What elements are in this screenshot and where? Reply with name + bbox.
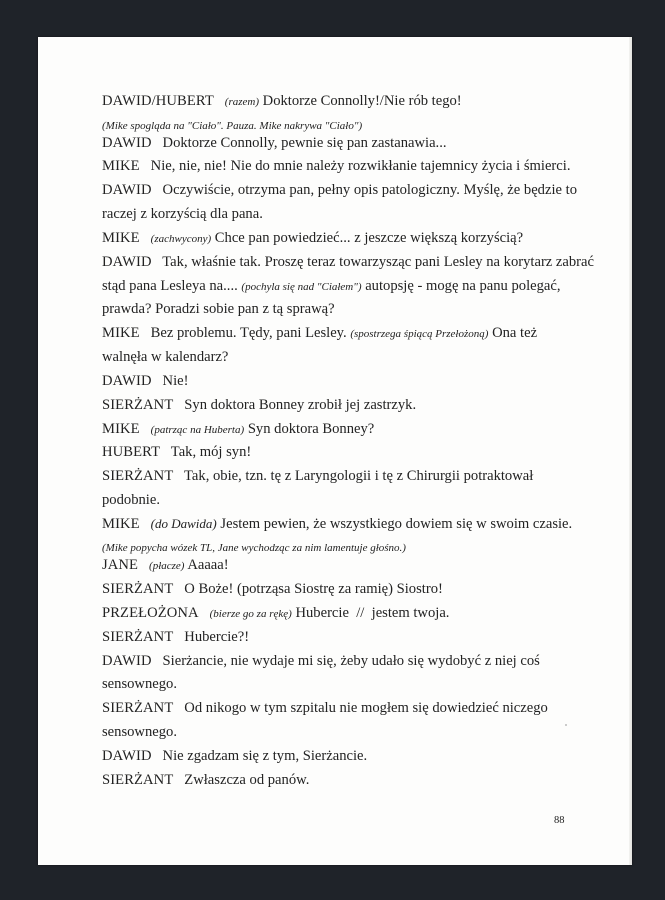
dialogue-text: Od nikogo w tym szpitalu nie mogłem się dowiedzieć niczego — [184, 700, 548, 716]
dialogue-text: Bez problemu. Tędy, pani Lesley. — [150, 325, 347, 341]
scan-speck — [565, 724, 567, 726]
speaker-name: DAWID — [102, 135, 152, 151]
dialogue-text: Tak, obie, tzn. tę z Laryngologii i tę z Chirurgii potraktował — [184, 468, 534, 484]
continuation-line — [102, 675, 177, 693]
dialogue-text: autopsję - mogę na panu polegać, — [365, 278, 561, 294]
speaker-name: MIKE — [102, 516, 140, 532]
dialogue-text: Aaaaa! — [187, 557, 229, 573]
dialogue-line — [102, 771, 309, 789]
dialogue-text: Syn doktora Bonney? — [247, 421, 375, 437]
dialogue-text: Tak, właśnie tak. Proszę teraz towarzysząc pani Lesley na korytarz zabrać — [162, 254, 594, 270]
continuation-line — [102, 491, 160, 509]
dialogue-text: sensownego. — [102, 676, 177, 692]
dialogue-text: prawda? Poradzi sobie pan z tą sprawą? — [102, 301, 335, 317]
dialogue-text: Zwłaszcza od panów. — [184, 772, 310, 788]
dialogue-text: sensownego. — [102, 724, 177, 740]
page-number: 88 — [554, 815, 565, 826]
dialogue-line — [102, 420, 374, 439]
dialogue-line — [102, 92, 462, 111]
continuation-line — [102, 723, 177, 741]
dialogue-line — [102, 652, 540, 670]
dialogue-text: O Boże! (potrząsa Siostrę za ramię) Siostro! — [184, 581, 443, 597]
speaker-name: SIERŻANT — [102, 581, 174, 597]
paper-edge — [629, 37, 632, 865]
dialogue-text: Chce pan powiedzieć... z jeszcze większą korzyścią? — [214, 230, 524, 246]
speaker-name: DAWID — [102, 254, 152, 270]
dialogue-line — [102, 253, 594, 271]
speaker-name: SIERŻANT — [102, 772, 174, 788]
dialogue-line — [102, 396, 416, 414]
dialogue-line — [102, 443, 251, 461]
dialogue-line — [102, 134, 447, 152]
stage-line — [102, 538, 406, 557]
dialogue-text: Ona też — [492, 325, 538, 341]
dialogue-line — [102, 229, 523, 248]
speaker-name: DAWID — [102, 182, 152, 198]
continuation-line — [102, 348, 228, 366]
speaker-name: DAWID — [102, 653, 152, 669]
dialogue-text: Oczywiście, otrzyma pan, pełny opis patologiczny. Myślę, że będzie to — [162, 182, 577, 198]
speaker-name: DAWID — [102, 373, 152, 389]
dialogue-line — [102, 747, 367, 765]
stage-direction: (patrząc na Huberta) — [150, 424, 245, 436]
dialogue-line — [102, 515, 572, 533]
dialogue-text: Nie zgadzam się z tym, Sierżancie. — [162, 748, 368, 764]
dialogue-line — [102, 324, 537, 343]
dialogue-line — [102, 580, 443, 598]
stage-direction: (płacze) — [149, 560, 185, 572]
speaker-name: DAWID/HUBERT — [102, 93, 214, 109]
dialogue-line — [102, 181, 577, 199]
dialogue-line — [102, 157, 570, 175]
speaker-name: SIERŻANT — [102, 629, 174, 645]
speaker-name: MIKE — [102, 421, 140, 437]
dialogue-text: Nie! — [162, 373, 189, 389]
dialogue-text: podobnie. — [102, 492, 160, 508]
dialogue-text: Tak, mój syn! — [170, 444, 252, 460]
continuation-line — [102, 300, 335, 318]
dialogue-text: Nie, nie, nie! Nie do mnie należy rozwikłanie tajemnicy życia i śmierci. — [150, 158, 571, 174]
dialogue-text: walnęła w kalendarz? — [102, 349, 229, 365]
dialogue-text: Hubercie?! — [184, 629, 250, 645]
dialogue-line — [102, 604, 449, 623]
speaker-name: SIERŻANT — [102, 397, 174, 413]
speaker-name: MIKE — [102, 158, 140, 174]
speaker-name: SIERŻANT — [102, 468, 174, 484]
continuation-line — [102, 277, 561, 296]
dialogue-line — [102, 628, 249, 646]
stage-direction: (pochyla się nad "Ciałem") — [241, 281, 362, 293]
stage-direction: (zachwycony) — [150, 233, 212, 245]
stage-direction: (bierze go za rękę) — [209, 608, 292, 620]
speaker-name: JANE — [102, 557, 139, 573]
dialogue-line — [102, 372, 188, 390]
dialogue-text: Jestem pewien, że wszystkiego dowiem się w swoim czasie. — [220, 516, 573, 532]
stage-direction: (Mike popycha wózek TL, Jane wychodząc za nim lamentuje głośno.) — [102, 542, 406, 554]
speaker-name: MIKE — [102, 230, 140, 246]
stage-direction: (razem) — [224, 96, 260, 108]
stage-line — [102, 116, 362, 135]
script-page — [38, 37, 632, 865]
stage-direction: (spostrzega śpiącą Przełożoną) — [350, 328, 489, 340]
dialogue-text: Doktorze Connolly!/Nie rób tego! — [262, 93, 462, 109]
dialogue-text: stąd pana Lesleya na.... — [102, 278, 238, 294]
speaker-name: SIERŻANT — [102, 700, 174, 716]
stage-direction: (do Dawida) — [150, 516, 217, 531]
dialogue-text: Syn doktora Bonney zrobił jej zastrzyk. — [184, 397, 417, 413]
dialogue-text: Doktorze Connolly, pewnie się pan zastanawia... — [162, 135, 447, 151]
stage-direction: (Mike spogląda na "Ciało". Pauza. Mike nakrywa "Ciało") — [102, 120, 363, 132]
dialogue-line — [102, 699, 548, 717]
continuation-line — [102, 205, 263, 223]
dialogue-text: Sierżancie, nie wydaje mi się, żeby udało się wydobyć z niej coś — [162, 653, 540, 669]
dialogue-text: Hubercie // jestem twoja. — [295, 605, 450, 621]
speaker-name: HUBERT — [102, 444, 161, 460]
dialogue-text: raczej z korzyścią dla pana. — [102, 206, 263, 222]
dialogue-line — [102, 467, 533, 485]
dialogue-line — [102, 556, 229, 575]
speaker-name: DAWID — [102, 748, 152, 764]
speaker-name: MIKE — [102, 325, 140, 341]
speaker-name: PRZEŁOŻONA — [102, 605, 199, 621]
